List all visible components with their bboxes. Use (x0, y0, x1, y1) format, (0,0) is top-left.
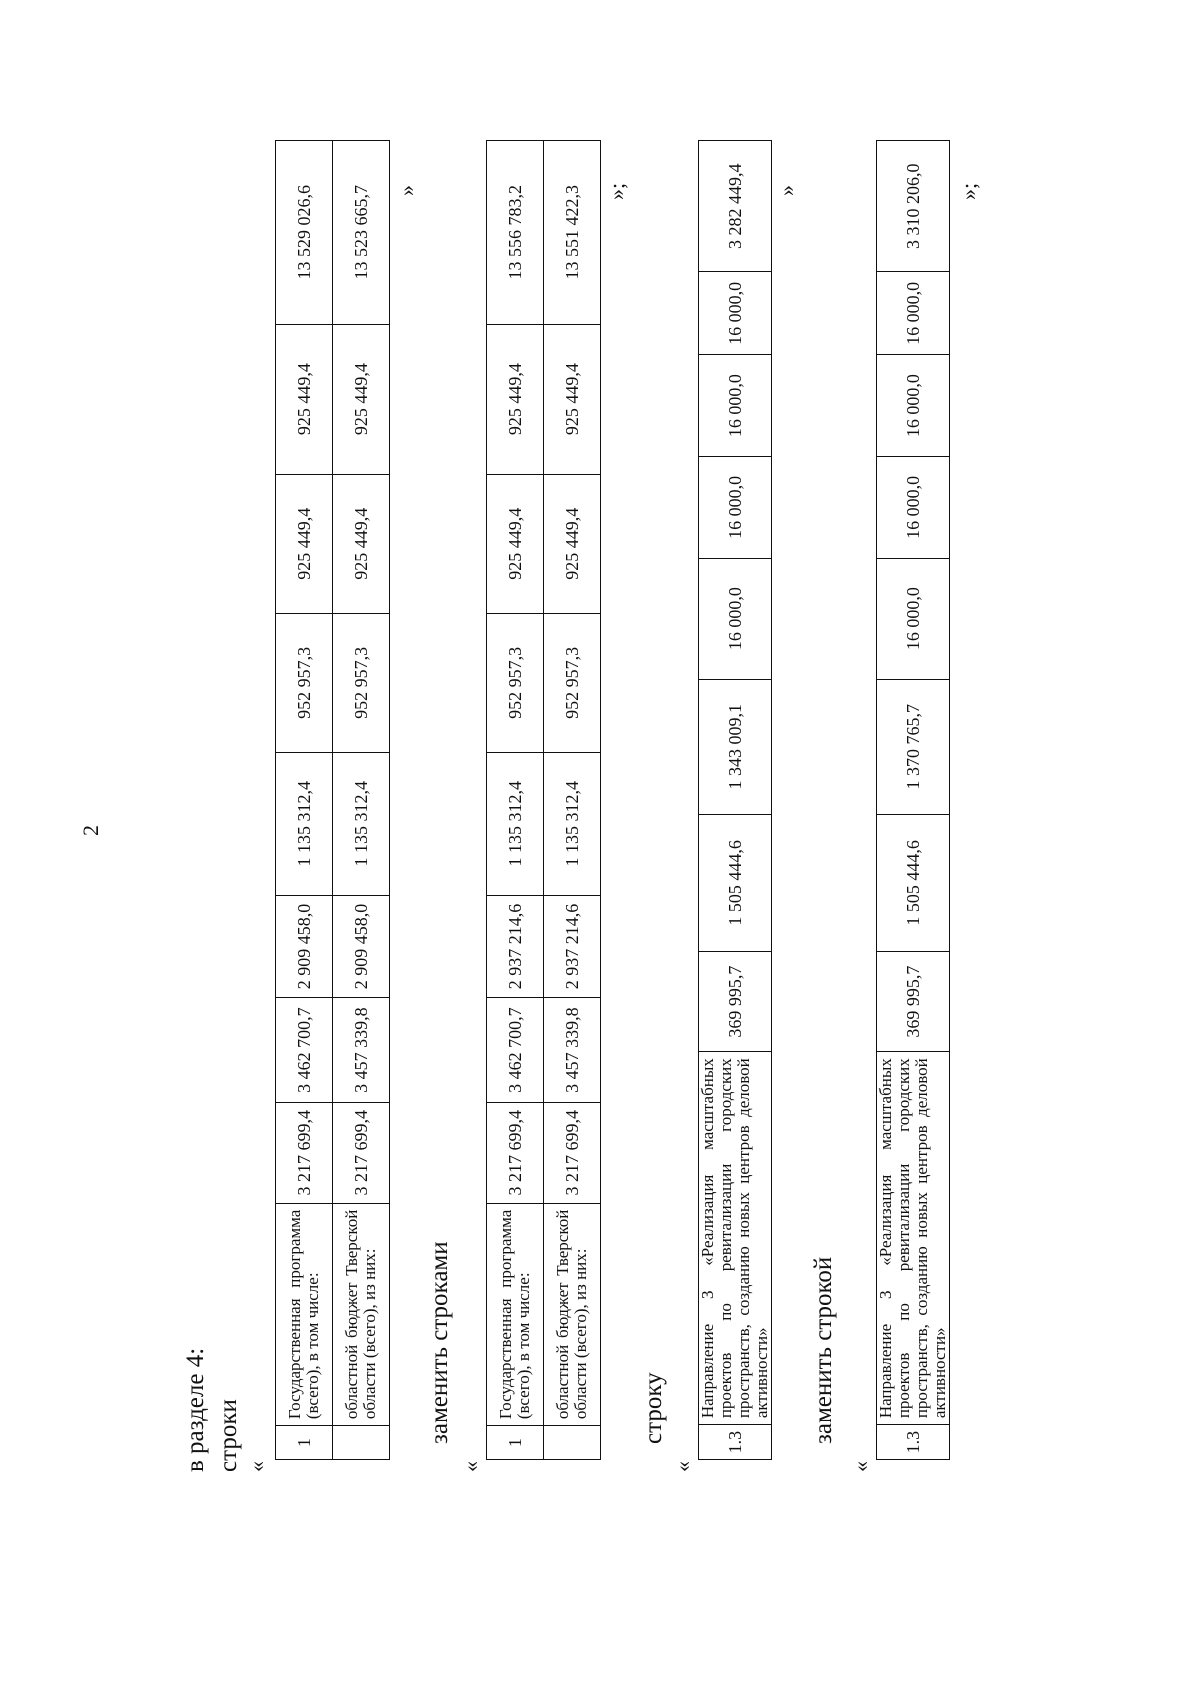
close-quote: »; (604, 182, 629, 200)
row-number: 1.3 (699, 1425, 772, 1460)
value-cell: 3 282 449,4 (699, 141, 772, 273)
open-quote: « (848, 1461, 873, 1472)
table-new-direction-row (876, 140, 950, 1460)
value-cell: 925 449,4 (487, 324, 544, 474)
section-heading: в разделе 4: (182, 1347, 209, 1472)
table-row (699, 141, 772, 1460)
value-cell: 3 462 700,7 (276, 998, 333, 1103)
value-cell: 13 523 665,7 (333, 141, 390, 325)
row-number: 1.3 (877, 1425, 950, 1460)
value-cell: 1 343 009,1 (699, 679, 772, 814)
value-cell: 16 000,0 (877, 355, 950, 457)
row-name: Государственная программа (всего), в том числе: (487, 1203, 544, 1426)
section-label-rows: строки (215, 1399, 242, 1472)
value-cell: 952 957,3 (487, 613, 544, 752)
value-cell: 16 000,0 (877, 272, 950, 355)
value-cell: 3 457 339,8 (333, 998, 390, 1103)
table-row (276, 141, 333, 1460)
open-quote: « (458, 1461, 483, 1472)
value-cell: 3 217 699,4 (544, 1102, 601, 1203)
value-cell: 13 556 783,2 (487, 141, 544, 325)
value-cell: 952 957,3 (333, 613, 390, 752)
value-cell: 3 217 699,4 (276, 1102, 333, 1203)
close-quote: » (394, 185, 419, 196)
value-cell: 16 000,0 (877, 456, 950, 558)
value-cell: 1 135 312,4 (544, 752, 601, 895)
value-cell: 3 310 206,0 (877, 141, 950, 273)
value-cell: 2 909 458,0 (276, 895, 333, 998)
row-number (333, 1426, 390, 1460)
value-cell: 925 449,4 (544, 324, 601, 474)
value-cell: 2 909 458,0 (333, 895, 390, 998)
close-quote: » (774, 185, 799, 196)
row-name: областной бюджет Тверской области (всего), из них: (333, 1203, 390, 1426)
row-number: 1 (487, 1426, 544, 1460)
value-cell: 3 462 700,7 (487, 998, 544, 1103)
close-quote: »; (956, 182, 981, 200)
table-new-program-rows (486, 140, 601, 1460)
table-row (487, 141, 544, 1460)
open-quote: « (670, 1461, 695, 1472)
value-cell: 3 457 339,8 (544, 998, 601, 1103)
value-cell: 925 449,4 (276, 474, 333, 613)
page-number: 2 (78, 825, 103, 836)
value-cell: 369 995,7 (699, 951, 772, 1051)
value-cell: 925 449,4 (544, 474, 601, 613)
value-cell: 369 995,7 (877, 951, 950, 1051)
value-cell: 925 449,4 (333, 474, 390, 613)
value-cell: 952 957,3 (276, 613, 333, 752)
table-row (333, 141, 390, 1460)
row-name: областной бюджет Тверской области (всего), из них: (544, 1203, 601, 1426)
row-name: Направление 3 «Реализация масштабных проектов по ревитализации городских пространств, созданию новых центров деловой активности» (699, 1052, 772, 1425)
value-cell: 925 449,4 (333, 324, 390, 474)
value-cell: 3 217 699,4 (487, 1102, 544, 1203)
section-label-replace-rows: заменить строками (426, 1241, 453, 1444)
rotated-document-body (150, 140, 1050, 1640)
section-label-row: строку (640, 1372, 667, 1444)
table-old-direction-row (698, 140, 772, 1460)
value-cell: 16 000,0 (699, 558, 772, 679)
row-number: 1 (276, 1426, 333, 1460)
value-cell: 1 135 312,4 (333, 752, 390, 895)
value-cell: 13 551 422,3 (544, 141, 601, 325)
value-cell: 1 135 312,4 (276, 752, 333, 895)
open-quote: « (244, 1461, 269, 1472)
value-cell: 16 000,0 (877, 558, 950, 679)
value-cell: 1 135 312,4 (487, 752, 544, 895)
value-cell: 925 449,4 (276, 324, 333, 474)
section-label-replace-row: заменить строкой (810, 1256, 837, 1444)
value-cell: 2 937 214,6 (487, 895, 544, 998)
value-cell: 2 937 214,6 (544, 895, 601, 998)
table-old-program-rows (275, 140, 390, 1460)
value-cell: 13 529 026,6 (276, 141, 333, 325)
value-cell: 16 000,0 (699, 355, 772, 457)
row-name: Государственная программа (всего), в том числе: (276, 1203, 333, 1426)
value-cell: 1 505 444,6 (877, 814, 950, 951)
value-cell: 1 370 765,7 (877, 679, 950, 814)
table-row (544, 141, 601, 1460)
value-cell: 1 505 444,6 (699, 814, 772, 951)
value-cell: 3 217 699,4 (333, 1102, 390, 1203)
row-number (544, 1426, 601, 1460)
table-row (877, 141, 950, 1460)
value-cell: 16 000,0 (699, 456, 772, 558)
value-cell: 16 000,0 (699, 272, 772, 355)
row-name: Направление 3 «Реализация масштабных проектов по ревитализации городских пространств, созданию новых центров деловой активности» (877, 1052, 950, 1425)
value-cell: 925 449,4 (487, 474, 544, 613)
value-cell: 952 957,3 (544, 613, 601, 752)
